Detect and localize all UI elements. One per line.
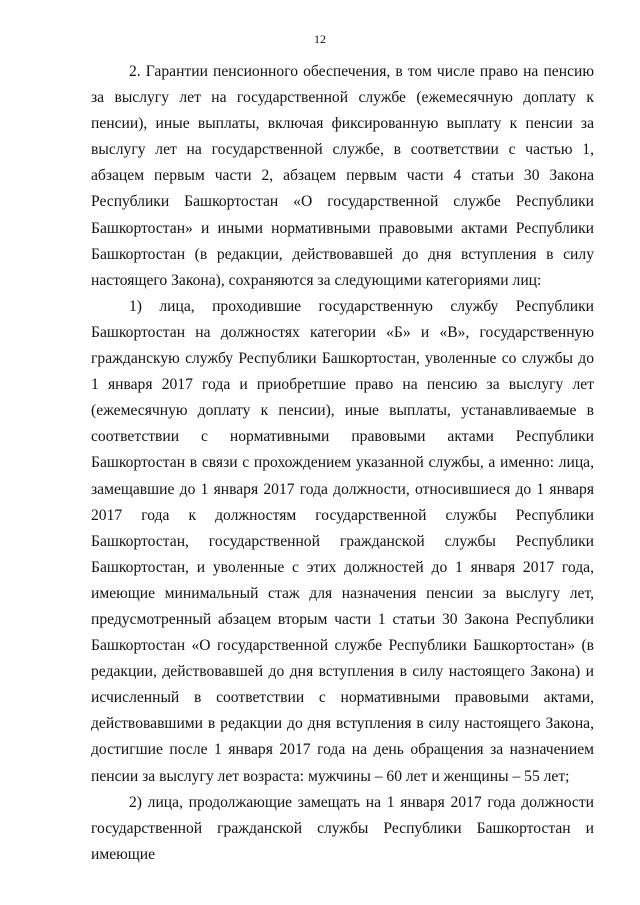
paragraph-pension-guarantees: 2. Гарантии пенсионного обеспечения, в том числе право на пенсию за выслугу лет на государственной службе (ежемесячную доплату к пенсии), иные выплаты, включая фиксированную выплату к пенсии за выслугу лет на государственной службе, в соответствии с частью 1, абзацем первым части 2, абзацем первым части 4 статьи 30 Закона Республики Башкортостан «О государственной службе Республики Башкортостан» и иными нормативными правовыми актами Республики Башкортостан (в редакции, действовавшей до дня вступления в силу настоящего Закона), сохраняются за следующими категориями лиц: [91,63,594,289]
page-number: 12 [314,32,326,46]
document-body [91,59,594,868]
paragraph-item-1: 1) лица, проходившие государственную службу Республики Башкортостан на должностях категории «Б» и «В», государственную гражданскую службу Республики Башкортостан, уволенные со службы до 1 января 2017 года и приобретшие право на пенсию за выслугу лет (ежемесячную доплату к пенсии), иные выплаты, устанавливаемые в соответствии с нормативными правовыми актами Республики Башкортостан в связи с прохождением указанной службы, а именно: лица, замещавшие до 1 января 2017 года должности, относившиеся до 1 января 2017 года к должностям государственной службы Республики Башкортостан, государственной гражданской службы Республики Башкортостан, и уволенные с этих должностей до 1 января 2017 года, имеющие минимальный стаж для назначения пенсии за выслугу лет, предусмотренный абзацем вторым части 1 статьи 30 Закона Республики Башкортостан «О государственной службе Республики Башкортостан» (в редакции, действовавшей до дня вступления в силу настоящего Закона) и исчисленный в соответствии с нормативными правовыми актами, действовавшими в редакции до дня вступления в силу настоящего Закона, достигшие после 1 января 2017 года на день обращения за назначением пенсии за выслугу лет возраста: мужчины – 60 лет и женщины – 55 лет; [91,297,594,785]
paragraph-item-2: 2) лица, продолжающие замещать на 1 января 2017 года должности государственной гражданской службы Республики Башкортостан и имеющие [91,793,594,863]
